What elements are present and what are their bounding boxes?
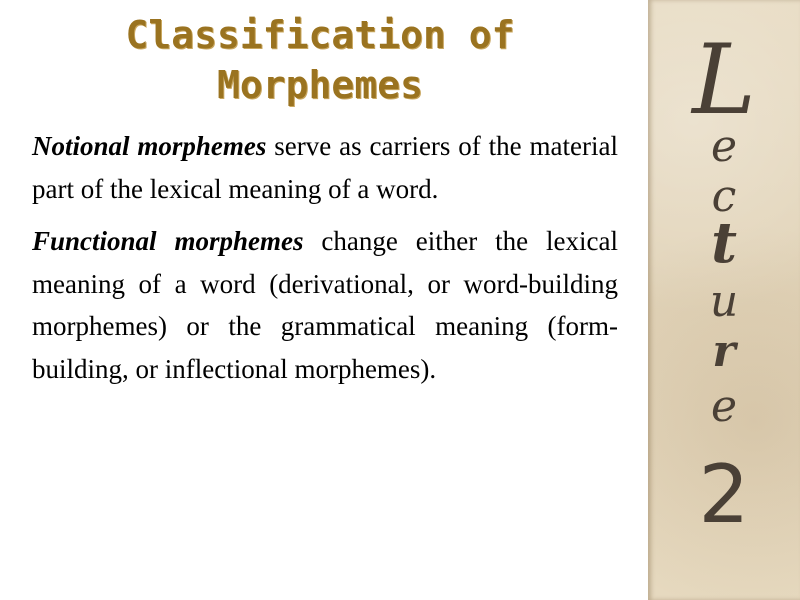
term-functional-morphemes: Functional morphemes (32, 226, 304, 256)
lecture-letter-l: L (692, 24, 756, 136)
slide-body (32, 125, 618, 400)
lecture-letter-e-2: e (710, 381, 738, 432)
paragraph-notional (32, 125, 618, 210)
slide-title-line-1: Classification of (125, 13, 515, 57)
slide-title (60, 10, 580, 110)
paragraph-notional-text: serve as carriers of the material part of the lexical meaning of a word. (32, 131, 618, 204)
lecture-side-panel (648, 0, 800, 600)
lecture-letter-c: c (711, 171, 737, 222)
lecture-letter-r: r (712, 326, 736, 377)
lecture-letter-u: u (709, 276, 739, 327)
paragraph-functional (32, 220, 618, 390)
paragraph-functional-text: change either the lexical meaning of a word (derivational, or word-building morphemes) or the grammatical meaning (form-building, or inflectional morphemes). (32, 226, 618, 384)
lecture-number-2: 2 (698, 448, 750, 541)
term-notional-morphemes: Notional morphemes (32, 131, 267, 161)
lecture-letter-t: t (711, 210, 737, 276)
lecture-letter-e: e (710, 121, 738, 172)
slide-title-line-2: Morphemes (217, 63, 423, 107)
